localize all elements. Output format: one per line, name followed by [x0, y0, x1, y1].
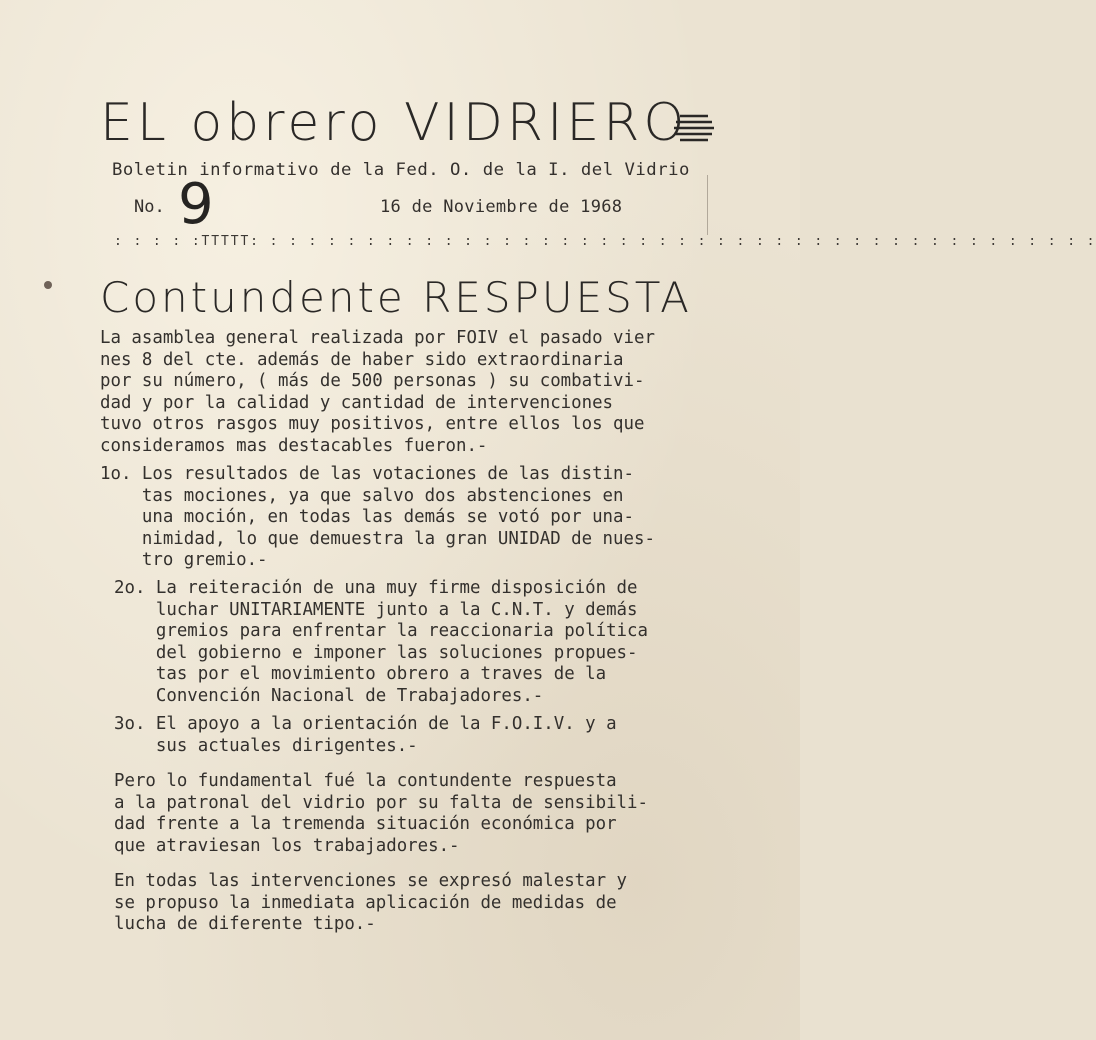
- article-point-1: 1o. Los resultados de las votaciones de las distin- tas mociones, ya que salvo dos abstenciones en una moción, en todas las demás se votó por una- nimidad, lo que demuestra la gran UNIDAD de nues- tro gremio.-: [100, 464, 655, 571]
- ink-spot: [44, 281, 52, 289]
- article-point-3: 3o. El apoyo a la orientación de la F.O.I.V. y a sus actuales dirigentes.-: [114, 714, 617, 756]
- issue-label: No.: [134, 197, 165, 217]
- article-headline: Contundente RESPUESTA: [100, 273, 692, 322]
- article-paragraph-2: Pero lo fundamental fué la contundente respuesta a la patronal del vidrio por su falta de sensibili- dad frente a la tremenda situación económica por que atraviesan los trabajadores.-: [114, 771, 648, 856]
- masthead-subtitle: Boletin informativo de la Fed. O. de la I. del Vidrio: [112, 160, 690, 180]
- article-point-2: 2o. La reiteración de una muy firme disposición de luchar UNITARIAMENTE junto a la C.N.T. y demás gremios para enfrentar la reaccionaria política del gobierno e imponer las soluciones propues- tas por el movimiento obrero a traves de la Convención Nacional de Trabajadores.-: [114, 578, 648, 706]
- dotted-divider: : : : : :TTTTT: : : : : : : : : : : : : : : : : : : : : : : : : : : : : : : : : : : : : : : : : : : :: [114, 234, 1096, 249]
- article-paragraph-3: En todas las intervenciones se expresó malestar y se propuso la inmediata aplicación de medidas de lucha de diferente tipo.-: [114, 871, 628, 935]
- issue-date: 16 de Noviembre de 1968: [380, 197, 623, 217]
- issue-number: 9: [178, 172, 214, 237]
- masthead-ornament: [672, 112, 716, 142]
- masthead-title: EL obrero VIDRIERO: [100, 93, 689, 153]
- page-fold-mark: [707, 175, 708, 235]
- article-intro: La asamblea general realizada por FOIV el pasado vier nes 8 del cte. además de haber sido extraordinaria por su número, ( más de 500 personas ) su combativi- dad y por la calidad y cantidad de intervenciones tuvo otros rasgos muy positivos, entre ellos los que consideramos mas destacables fueron.-: [100, 328, 655, 456]
